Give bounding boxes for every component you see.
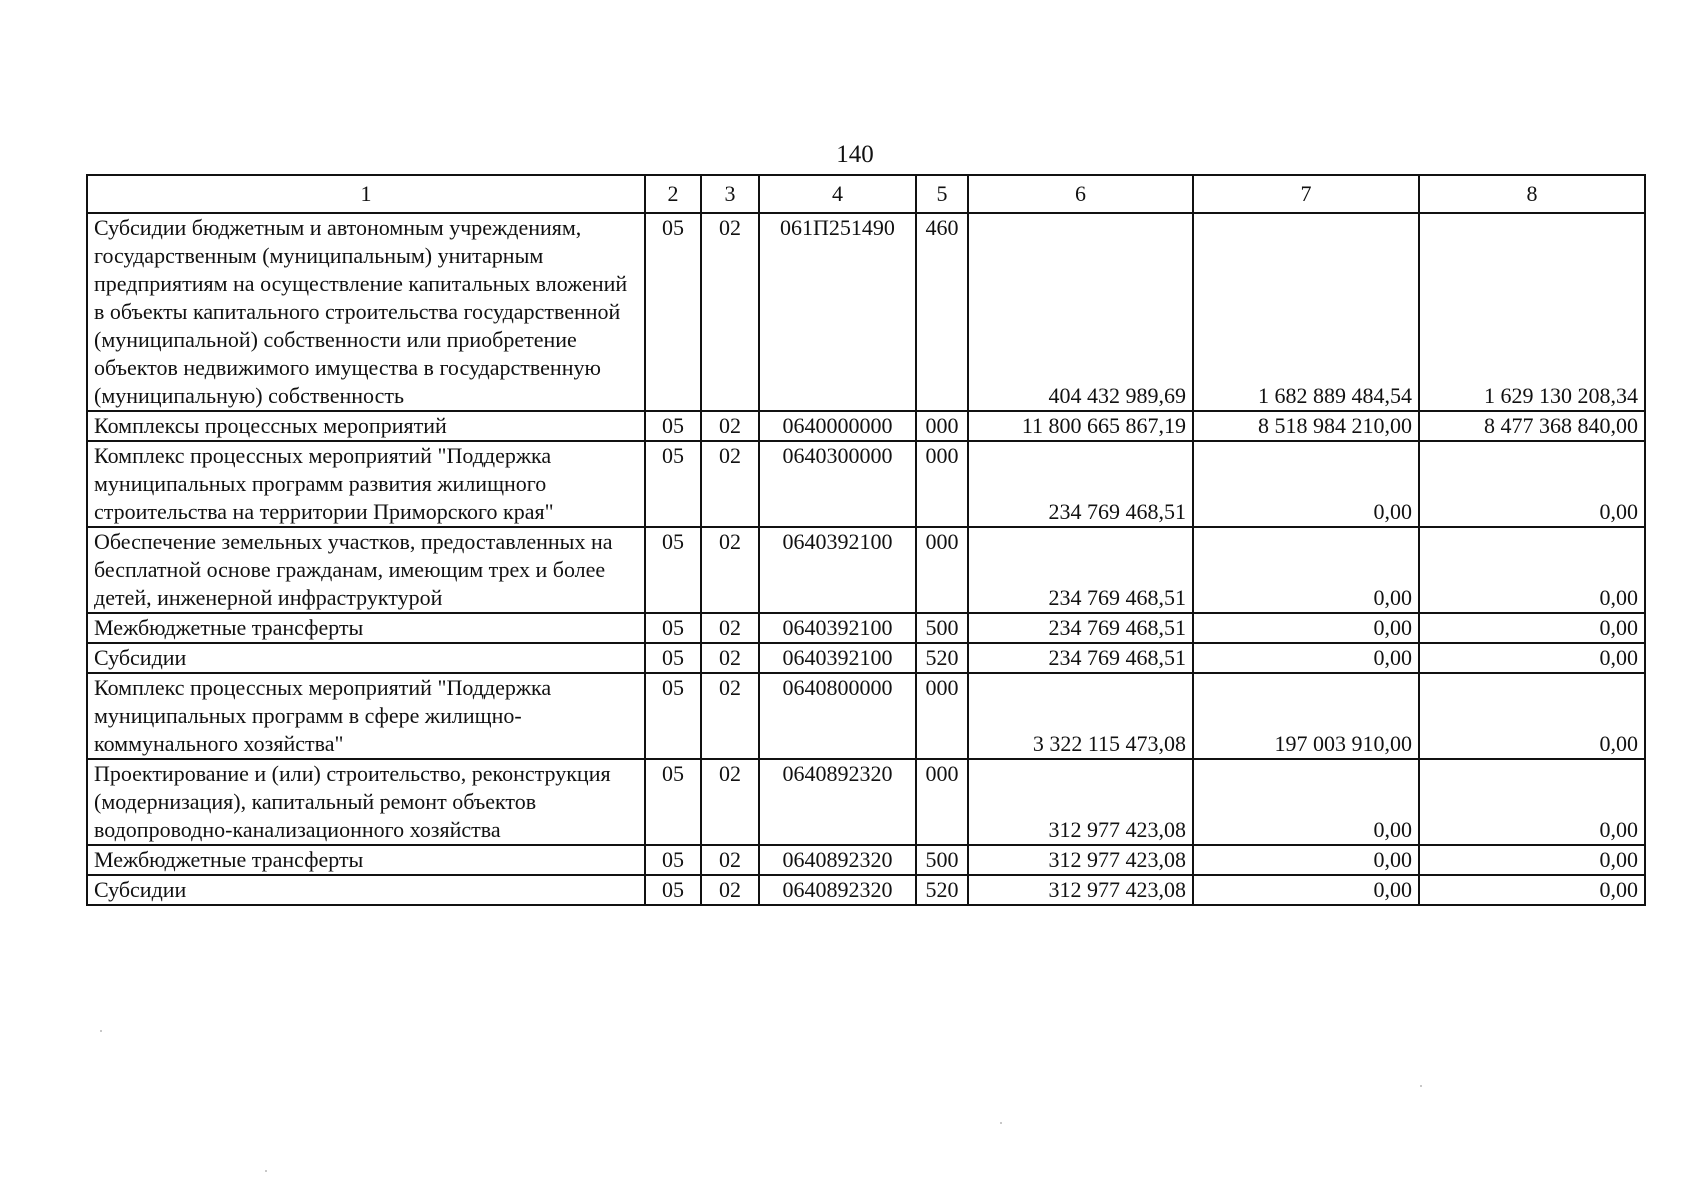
row-name: Обеспечение земельных участков, предоставленных на бесплатной основе гражданам, имеющим трех и более детей, инженерной инфраструктурой (87, 527, 645, 613)
column-header: 5 (916, 175, 968, 213)
page-number: 140 (836, 141, 874, 168)
row-name: Межбюджетные трансферты (87, 613, 645, 643)
target-article-code: 0640392100 (759, 643, 916, 673)
column-header: 7 (1193, 175, 1419, 213)
amount-col7: 0,00 (1193, 527, 1419, 613)
amount-col8: 0,00 (1419, 527, 1645, 613)
amount-col8: 0,00 (1419, 759, 1645, 845)
section-code: 05 (645, 875, 701, 905)
target-article-code: 0640000000 (759, 411, 916, 441)
amount-col6: 312 977 423,08 (968, 759, 1193, 845)
target-article-code: 0640300000 (759, 441, 916, 527)
amount-col7: 197 003 910,00 (1193, 673, 1419, 759)
table-row (87, 613, 1645, 643)
subsection-code: 02 (701, 673, 759, 759)
subsection-code: 02 (701, 213, 759, 411)
amount-col8: 8 477 368 840,00 (1419, 411, 1645, 441)
target-article-code: 0640392100 (759, 613, 916, 643)
section-code: 05 (645, 759, 701, 845)
amount-col8: 0,00 (1419, 673, 1645, 759)
table-row (87, 411, 1645, 441)
amount-col6: 3 322 115 473,08 (968, 673, 1193, 759)
column-header: 1 (87, 175, 645, 213)
subsection-code: 02 (701, 527, 759, 613)
subsection-code: 02 (701, 875, 759, 905)
amount-col7: 0,00 (1193, 875, 1419, 905)
table-row (87, 527, 1645, 613)
scan-speck (265, 1170, 267, 1172)
target-article-code: 0640800000 (759, 673, 916, 759)
expense-type-code: 000 (916, 411, 968, 441)
expense-type-code: 000 (916, 759, 968, 845)
section-code: 05 (645, 673, 701, 759)
scan-speck (1420, 1085, 1422, 1087)
expense-type-code: 000 (916, 441, 968, 527)
amount-col7: 0,00 (1193, 613, 1419, 643)
amount-col7: 0,00 (1193, 845, 1419, 875)
row-name: Субсидии (87, 643, 645, 673)
header-row (87, 175, 1645, 213)
row-name: Комплекс процессных мероприятий "Поддержка муниципальных программ в сфере жилищно-коммунального хозяйства" (87, 673, 645, 759)
table-row (87, 875, 1645, 905)
section-code: 05 (645, 213, 701, 411)
expense-type-code: 460 (916, 213, 968, 411)
column-header: 4 (759, 175, 916, 213)
target-article-code: 0640392100 (759, 527, 916, 613)
amount-col7: 0,00 (1193, 441, 1419, 527)
target-article-code: 061П251490 (759, 213, 916, 411)
table-row (87, 759, 1645, 845)
scan-speck (1000, 1122, 1002, 1124)
amount-col6: 234 769 468,51 (968, 613, 1193, 643)
amount-col8: 0,00 (1419, 441, 1645, 527)
subsection-code: 02 (701, 613, 759, 643)
section-code: 05 (645, 613, 701, 643)
row-name: Субсидии бюджетным и автономным учреждениям, государственным (муниципальным) унитарным предприятиям на осуществление капитальных вложений в объекты капитального строительства государственной (муниципальной) собственности или приобретение объектов недвижимого имущества в государственную (муниципальную) собственность (87, 213, 645, 411)
subsection-code: 02 (701, 759, 759, 845)
section-code: 05 (645, 411, 701, 441)
section-code: 05 (645, 441, 701, 527)
amount-col6: 234 769 468,51 (968, 441, 1193, 527)
amount-col7: 0,00 (1193, 759, 1419, 845)
table-row (87, 441, 1645, 527)
scan-speck (100, 1030, 102, 1032)
row-name: Субсидии (87, 875, 645, 905)
expense-type-code: 000 (916, 673, 968, 759)
section-code: 05 (645, 527, 701, 613)
subsection-code: 02 (701, 643, 759, 673)
row-name: Комплексы процессных мероприятий (87, 411, 645, 441)
expense-type-code: 500 (916, 845, 968, 875)
subsection-code: 02 (701, 441, 759, 527)
table-row (87, 673, 1645, 759)
column-header: 3 (701, 175, 759, 213)
table-row (87, 213, 1645, 411)
amount-col8: 0,00 (1419, 613, 1645, 643)
expense-type-code: 000 (916, 527, 968, 613)
budget-table (86, 174, 1646, 906)
subsection-code: 02 (701, 845, 759, 875)
expense-type-code: 500 (916, 613, 968, 643)
section-code: 05 (645, 643, 701, 673)
row-name: Межбюджетные трансферты (87, 845, 645, 875)
target-article-code: 0640892320 (759, 875, 916, 905)
column-header: 6 (968, 175, 1193, 213)
amount-col6: 312 977 423,08 (968, 845, 1193, 875)
row-name: Проектирование и (или) строительство, реконструкция (модернизация), капитальный ремонт объектов водопроводно-канализационного хозяйства (87, 759, 645, 845)
amount-col7: 1 682 889 484,54 (1193, 213, 1419, 411)
column-header: 2 (645, 175, 701, 213)
amount-col8: 0,00 (1419, 875, 1645, 905)
amount-col6: 234 769 468,51 (968, 527, 1193, 613)
subsection-code: 02 (701, 411, 759, 441)
column-header: 8 (1419, 175, 1645, 213)
amount-col7: 0,00 (1193, 643, 1419, 673)
amount-col6: 234 769 468,51 (968, 643, 1193, 673)
target-article-code: 0640892320 (759, 845, 916, 875)
table-row (87, 845, 1645, 875)
expense-type-code: 520 (916, 875, 968, 905)
amount-col6: 11 800 665 867,19 (968, 411, 1193, 441)
amount-col8: 0,00 (1419, 643, 1645, 673)
amount-col6: 404 432 989,69 (968, 213, 1193, 411)
amount-col8: 1 629 130 208,34 (1419, 213, 1645, 411)
amount-col8: 0,00 (1419, 845, 1645, 875)
amount-col6: 312 977 423,08 (968, 875, 1193, 905)
amount-col7: 8 518 984 210,00 (1193, 411, 1419, 441)
expense-type-code: 520 (916, 643, 968, 673)
target-article-code: 0640892320 (759, 759, 916, 845)
row-name: Комплекс процессных мероприятий "Поддержка муниципальных программ развития жилищного строительства на территории Приморского края" (87, 441, 645, 527)
section-code: 05 (645, 845, 701, 875)
table-row (87, 643, 1645, 673)
